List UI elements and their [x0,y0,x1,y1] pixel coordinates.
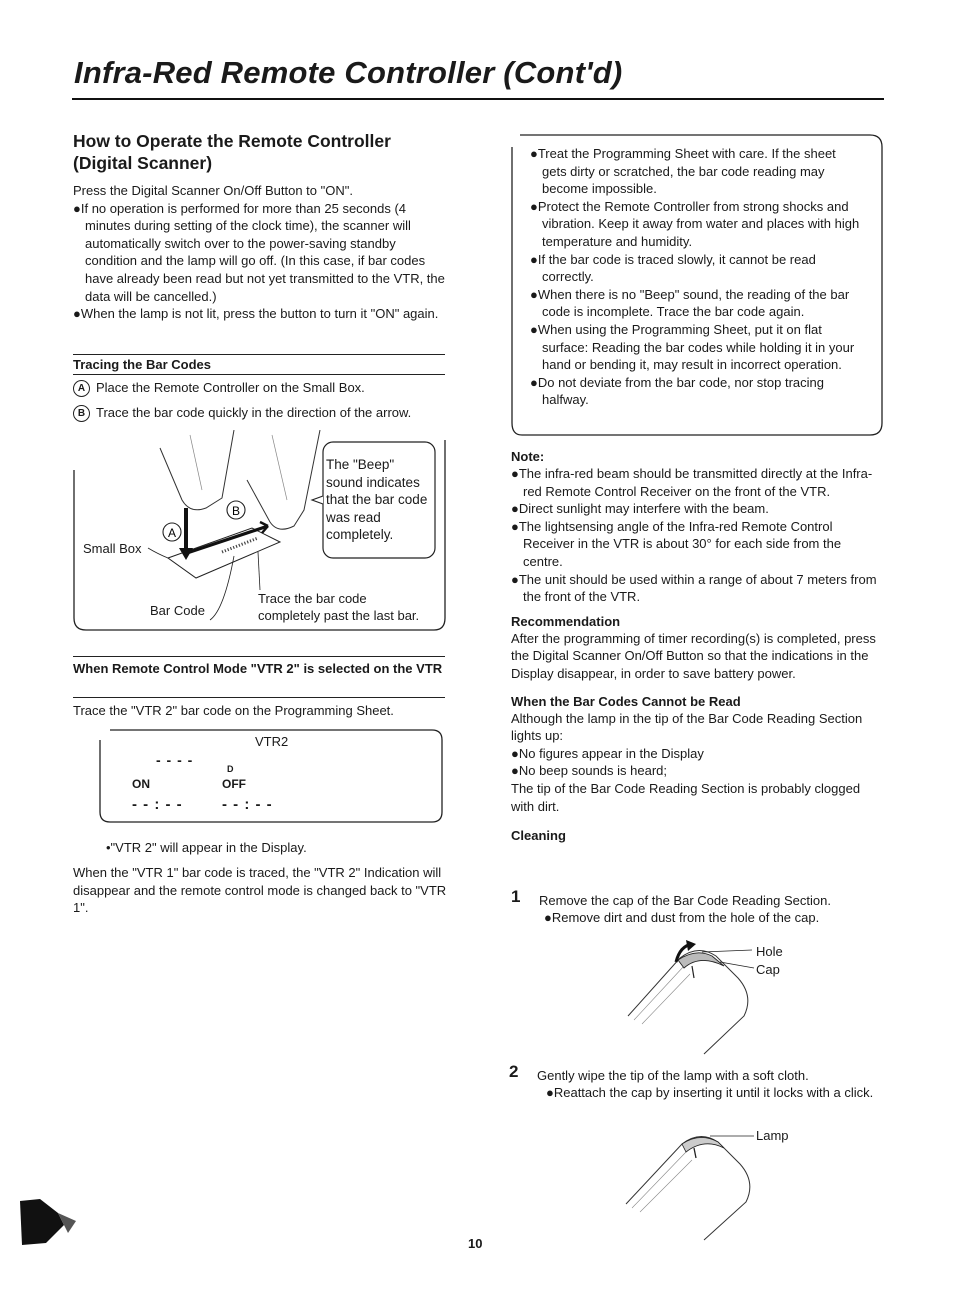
display-on: ON [132,777,150,791]
step-a-text: Place the Remote Controller on the Small Box. [96,380,365,395]
recommendation-heading: Recommendation [511,613,621,629]
step-1-number: 1 [511,887,521,906]
step-1-text: Remove the cap of the Bar Code Reading Section. [539,893,831,908]
hole-mark [692,966,694,978]
tracing-heading: Tracing the Bar Codes [73,357,211,372]
vtr2-text: Trace the "VTR 2" bar code on the Programming Sheet. [73,703,394,718]
cap-label: Cap [756,962,780,977]
note-item: ●The infra-red beam should be transmitted directly at the Infra-red Remote Control Receiver on the front of the VTR. [511,466,873,499]
display-off: OFF [222,777,246,791]
leader-hole [702,950,752,952]
care-item: ●When using the Programming Sheet, put it on flat surface: Reading the bar codes while holding it in your hand or bending it, may result in incorrect operation. [530,321,855,373]
step-a [73,379,453,397]
rule [73,354,445,355]
step-2-sub: ●Reattach the cap by inserting it until it locks with a click. [546,1085,874,1100]
care-item: ●Treat the Programming Sheet with care. If the sheet gets dirty or scratched, the bar code reading may become impossible. [530,146,836,197]
cap-removal-figure [620,938,760,1056]
step-1-sub: ●Remove dirt and dust from the hole of the cap. [544,910,820,925]
lamp-label: Lamp [756,1128,789,1143]
display-time-off: - - : - - [222,796,273,813]
vtr2-appear-note: •"VTR 2" will appear in the Display. [106,840,307,855]
left-column [73,130,448,323]
intro-text: Press the Digital Scanner On/Off Button to "ON". [73,183,353,198]
bullet-item: ●When the lamp is not lit, press the button to turn it "ON" again. [73,306,439,322]
section-heading [73,130,448,174]
page-title: Infra-Red Remote Controller (Cont'd) [74,55,623,90]
page-number: 10 [468,1236,483,1251]
vtr2-heading: When Remote Control Mode "VTR 2" is selected on the VTR [73,661,443,676]
step-2-text: Gently wipe the tip of the lamp with a soft cloth. [537,1068,809,1083]
marker-b-label: B [231,504,241,518]
note-item: ●The lightsensing angle of the Infra-red Remote Control Receiver in the VTR is about 30° for each side from the centre. [511,518,842,569]
note-item: ●The unit should be used within a range of about 7 meters from the front of the VTR. [511,571,877,605]
small-box-label: Small Box [83,541,142,556]
care-list [530,145,860,409]
scanner-shade [634,966,690,1024]
care-item: ●When there is no "Beep" sound, the reading of the bar code is incomplete. Trace the bar code again. [530,286,850,320]
care-item: ●Protect the Remote Controller from strong shocks and vibration. Keep it away from water and places with high temperature and humidity. [530,198,860,249]
care-item: ●Do not deviate from the bar code, nor stop tracing halfway. [530,374,825,408]
display-digits: - - - - [156,752,194,768]
section-heading-line2: (Digital Scanner) [73,153,213,173]
cannot-read-closing: The tip of the Bar Code Reading Section is probably clogged with dirt. [511,780,861,814]
circle-b-icon: B [73,405,90,422]
recommendation-text: After the programming of timer recording(s) is completed, press the Digital Scanner On/Off Button so that the indications in the Display disappear, in order to save battery power. [511,630,876,681]
scanner-shade [190,435,202,490]
rule [73,374,445,375]
section-heading-line1: How to Operate the Remote Controller [73,131,391,151]
cannot-read-heading: When the Bar Codes Cannot be Read [511,693,741,709]
cannot-read-item: ●No beep sounds is heard; [511,763,668,779]
trace-note-line2: completely past the last bar. [258,608,420,623]
marker-a-label: A [167,526,177,540]
care-item: ●If the bar code is traced slowly, it cannot be read correctly. [530,251,816,285]
rule [73,697,445,698]
cannot-read-item: ●No figures appear in the Display [511,745,704,761]
scan-artifact [20,1195,90,1247]
cannot-read-text: Although the lamp in the tip of the Bar Code Reading Section lights up: [511,710,863,744]
callout-pointer [312,496,323,504]
scanner-outline-a [160,430,234,510]
scanner-tip-outline [628,950,748,1054]
display-vtr2-label: VTR2 [255,734,289,749]
scanner-shade [632,1152,692,1212]
trace-note-line1: Trace the bar code [258,591,367,606]
leader-line [148,548,168,558]
beep-callout-text: The "Beep" sound indicates that the bar code was read completely. [326,457,428,542]
step-b-text: Trace the bar code quickly in the direction of the arrow. [96,405,412,420]
display-time-on: - - : - - [132,796,183,813]
scanner-tip-outline [626,1136,750,1240]
hole-label: Hole [756,944,783,959]
cleaning-heading: Cleaning [511,828,566,844]
step-2-number: 2 [509,1062,519,1081]
step-b [73,404,458,422]
note-heading: Note: [511,449,545,464]
scanner-outline-b [247,430,320,529]
lift-arrow-head [686,940,696,951]
circle-a-icon: A [73,380,90,397]
lamp-figure [620,1120,760,1244]
display-d: D [227,764,234,774]
right-column [511,448,883,844]
bullet-item: ●If no operation is performed for more than 25 seconds (4 minutes during setting of the clock time), the scanner will automatically switch over to the power-saving standby condition and the lamp will go off. (In this case, if bar codes have already been read but not yet transmitted to the VTR, the data will be cancelled.) [73,200,445,304]
title-rule [72,98,884,100]
scan-blot [20,1199,64,1245]
leader-line [258,552,260,590]
scanner-shade [272,435,287,500]
note-item: ●Direct sunlight may interfere with the beam. [511,501,769,517]
vtr2-closing: When the "VTR 1" bar code is traced, the "VTR 2" Indication will disappear and the remote control mode is changed back to "VTR 1". [73,865,447,916]
rule [73,656,445,657]
bar-code-label: Bar Code [150,603,205,618]
lamp-mark [694,1148,696,1158]
